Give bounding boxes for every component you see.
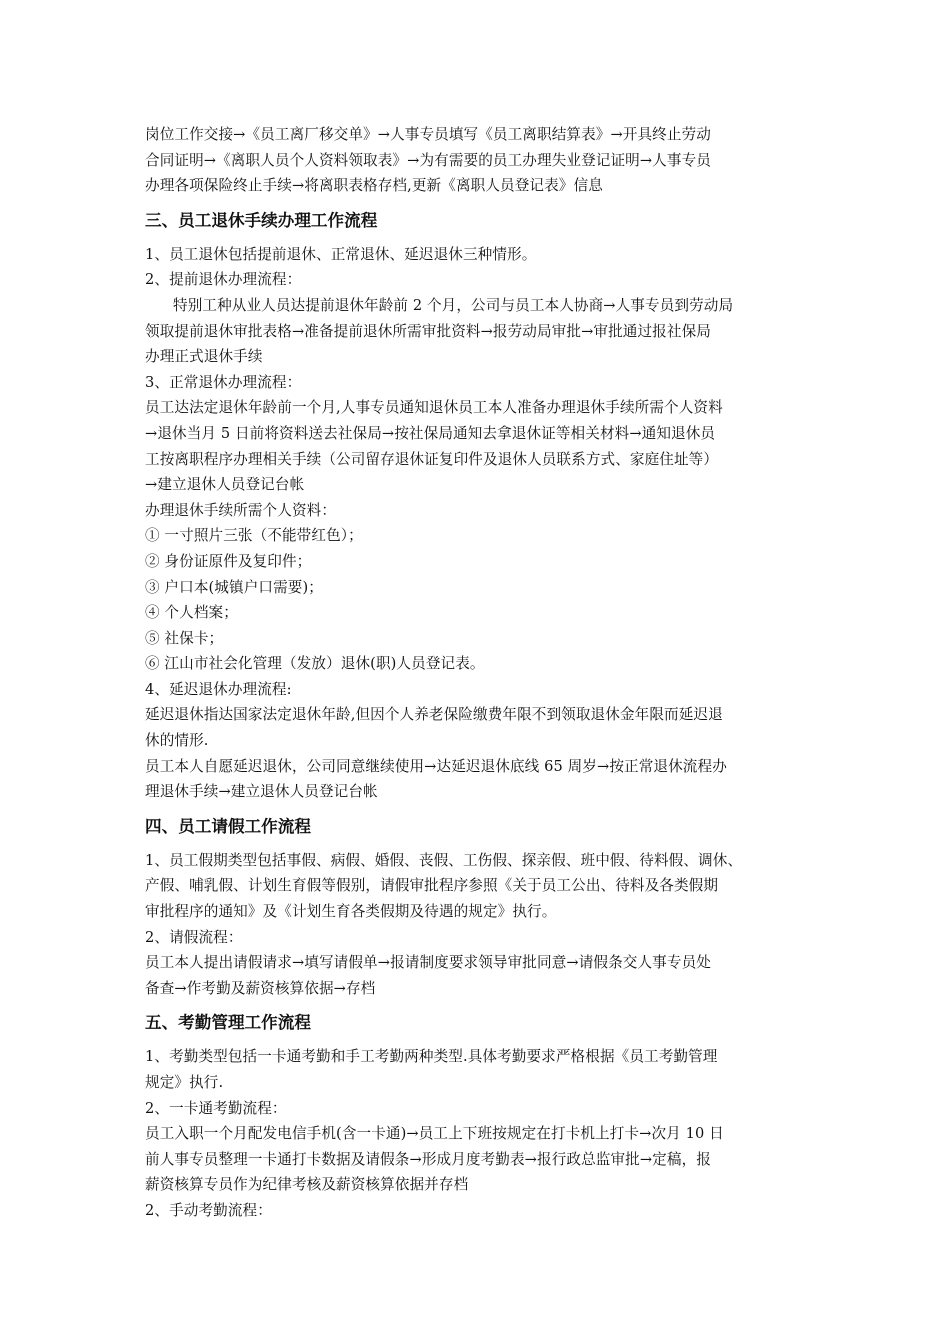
section-body-attendance (145, 1044, 813, 1223)
text-line: 办理退休手续所需个人资料： (145, 501, 337, 519)
text-line: 特别工种从业人员达提前退休年龄前 2 个月，公司与员工本人协商→人事专员到劳动局 (173, 296, 734, 314)
text-line: 1、员工退休包括提前退休、正常退休、延迟退休三种情形。 (145, 245, 537, 263)
list-item: ⑤ 社保卡； (145, 629, 224, 647)
intro-paragraph (145, 122, 813, 199)
section-heading-leave: 四、员工请假工作流程 (145, 816, 311, 836)
text-line: →退休当月 5 日前将资料送去社保局→按社保局通知去拿退休证等相关材料→通知退休员 (145, 424, 716, 442)
text-line: 备查→作考勤及薪资核算依据→存档 (145, 979, 376, 997)
text-line: 理退休手续→建立退休人员登记台帐 (145, 783, 378, 801)
section-body-retirement (145, 242, 813, 805)
text-line: 前人事专员整理一卡通打卡数据及请假条→形成月度考勤表→报行政总监审批→定稿，报 (145, 1150, 711, 1168)
text-line: 员工入职一个月配发电信手机(含一卡通)→员工上下班按规定在打卡机上打卡→次月 10 日 (145, 1125, 724, 1143)
text-line: 薪资核算专员作为纪律考核及薪资核算依据并存档 (145, 1176, 469, 1194)
list-item: ② 身份证原件及复印件； (145, 552, 312, 570)
text-line: 1、考勤类型包括一卡通考勤和手工考勤两种类型.具体考勤要求严格根据《员工考勤管理 (145, 1048, 718, 1066)
text-line: 办理各项保险终止手续→将离职表格存档,更新《离职人员登记表》信息 (145, 177, 603, 195)
section-heading-attendance: 五、考勤管理工作流程 (145, 1013, 311, 1033)
text-line: →建立退休人员登记台帐 (145, 476, 305, 494)
text-line: 延迟退休指达国家法定退休年龄,但因个人养老保险缴费年限不到领取退休金年限而延迟退 (145, 706, 723, 724)
text-line: 领取提前退休审批表格→准备提前退休所需审批资料→报劳动局审批→审批通过报社保局 (145, 322, 711, 340)
list-item: ① 一寸照片三张（不能带红色）； (145, 527, 363, 545)
text-line: 审批程序的通知》及《计划生育各类假期及待遇的规定》执行。 (145, 903, 557, 921)
text-line: 3、正常退休办理流程： (145, 373, 302, 391)
document-page (145, 122, 813, 1224)
text-line: 2、提前退休办理流程： (145, 271, 302, 289)
text-line: 工按离职程序办理相关手续（公司留存退休证复印件及退休人员联系方式、家庭住址等） (145, 450, 719, 468)
text-line: 产假、哺乳假、计划生育假等假别，请假审批程序参照《关于员工公出、待料及各类假期 (145, 877, 719, 895)
list-item: ③ 户口本(城镇户口需要)； (145, 578, 323, 596)
text-line: 员工本人自愿延迟退休，公司同意继续使用→达延迟退休底线 65 周岁→按正常退休流程办 (145, 757, 727, 775)
text-line: 休的情形. (145, 732, 209, 750)
text-line: 员工本人提出请假请求→填写请假单→报请制度要求领导审批同意→请假条交人事专员处 (145, 954, 711, 972)
list-item: ⑥ 江山市社会化管理（发放）退休(职)人员登记表。 (145, 655, 485, 673)
text-line: 员工达法定退休年龄前一个月,人事专员通知退休员工本人准备办理退休手续所需个人资料 (145, 399, 723, 417)
text-line: 4、延迟退休办理流程: (145, 680, 292, 698)
text-line: 岗位工作交接→《员工离厂移交单》→人事专员填写《员工离职结算表》→开具终止劳动 (145, 126, 711, 143)
section-body-leave (145, 848, 813, 1002)
text-line: 合同证明→《离职人员个人资料领取表》→为有需要的员工办理失业登记证明→人事专员 (145, 151, 711, 169)
list-item: ④ 个人档案； (145, 604, 238, 622)
text-line: 2、请假流程： (145, 928, 243, 946)
text-line: 1、员工假期类型包括事假、病假、婚假、丧假、工伤假、探亲假、班中假、待料假、调休、 (145, 851, 743, 869)
text-line: 2、手动考勤流程： (145, 1201, 272, 1219)
text-line: 规定》执行. (145, 1074, 224, 1091)
section-heading-retirement: 三、员工退休手续办理工作流程 (145, 210, 378, 230)
text-line: 2、一卡通考勤流程： (145, 1099, 287, 1117)
text-line: 办理正式退休手续 (145, 348, 263, 366)
